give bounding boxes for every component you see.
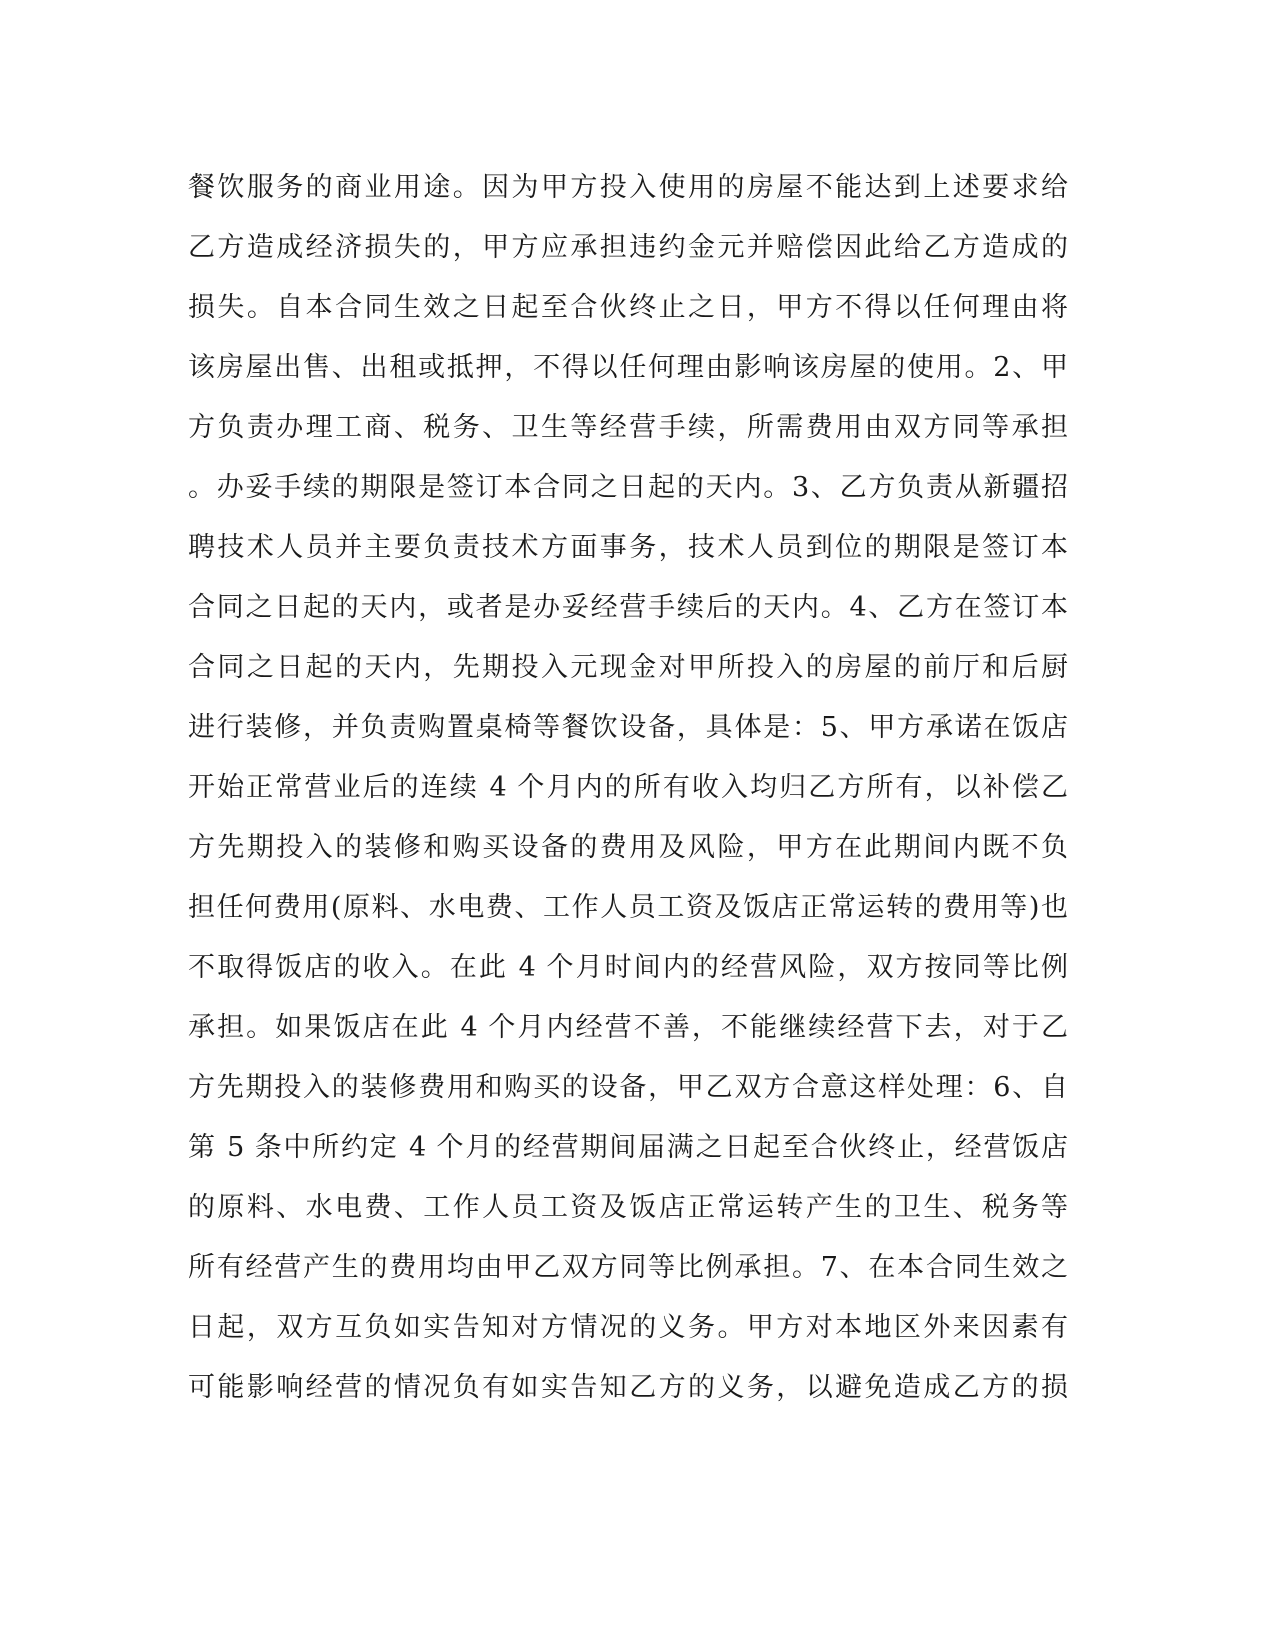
text-line: 承担。如果饭店在此 4 个月内经营不善，不能继续经营下去，对于乙	[188, 1012, 1068, 1043]
text-line: 合同之日起的天内，或者是办妥经营手续后的天内。4、乙方在签订本	[188, 592, 1068, 623]
text-line: 该房屋出售、出租或抵押，不得以任何理由影响该房屋的使用。2、甲	[188, 352, 1068, 383]
text-line: 担任何费用(原料、水电费、工作人员工资及饭店正常运转的费用等)也	[188, 892, 1068, 923]
text-line: 聘技术人员并主要负责技术方面事务，技术人员到位的期限是签订本	[188, 532, 1068, 563]
text-line: 所有经营产生的费用均由甲乙双方同等比例承担。7、在本合同生效之	[188, 1252, 1068, 1283]
text-line: 可能影响经营的情况负有如实告知乙方的义务，以避免造成乙方的损	[188, 1372, 1068, 1403]
text-line: 第 5 条中所约定 4 个月的经营期间届满之日起至合伙终止，经营饭店	[188, 1132, 1068, 1163]
text-line: 进行装修，并负责购置桌椅等餐饮设备，具体是：5、甲方承诺在饭店	[188, 712, 1068, 743]
contract-body-text	[188, 158, 1068, 1418]
text-line: 方负责办理工商、税务、卫生等经营手续，所需费用由双方同等承担	[188, 412, 1068, 443]
text-line: 日起，双方互负如实告知对方情况的义务。甲方对本地区外来因素有	[188, 1312, 1068, 1343]
text-line: 不取得饭店的收入。在此 4 个月时间内的经营风险，双方按同等比例	[188, 952, 1068, 983]
text-line: 的原料、水电费、工作人员工资及饭店正常运转产生的卫生、税务等	[188, 1192, 1068, 1223]
text-line: 损失。自本合同生效之日起至合伙终止之日，甲方不得以任何理由将	[188, 292, 1068, 323]
text-line: 方先期投入的装修费用和购买的设备，甲乙双方合意这样处理：6、自	[188, 1072, 1068, 1103]
text-line: 乙方造成经济损失的，甲方应承担违约金元并赔偿因此给乙方造成的	[188, 232, 1068, 263]
text-line: 合同之日起的天内，先期投入元现金对甲所投入的房屋的前厅和后厨	[188, 652, 1068, 683]
text-line: 开始正常营业后的连续 4 个月内的所有收入均归乙方所有，以补偿乙	[188, 772, 1068, 803]
text-line: 。办妥手续的期限是签订本合同之日起的天内。3、乙方负责从新疆招	[188, 472, 1068, 503]
text-line: 餐饮服务的商业用途。因为甲方投入使用的房屋不能达到上述要求给	[188, 172, 1068, 203]
text-line: 方先期投入的装修和购买设备的费用及风险，甲方在此期间内既不负	[188, 832, 1068, 863]
